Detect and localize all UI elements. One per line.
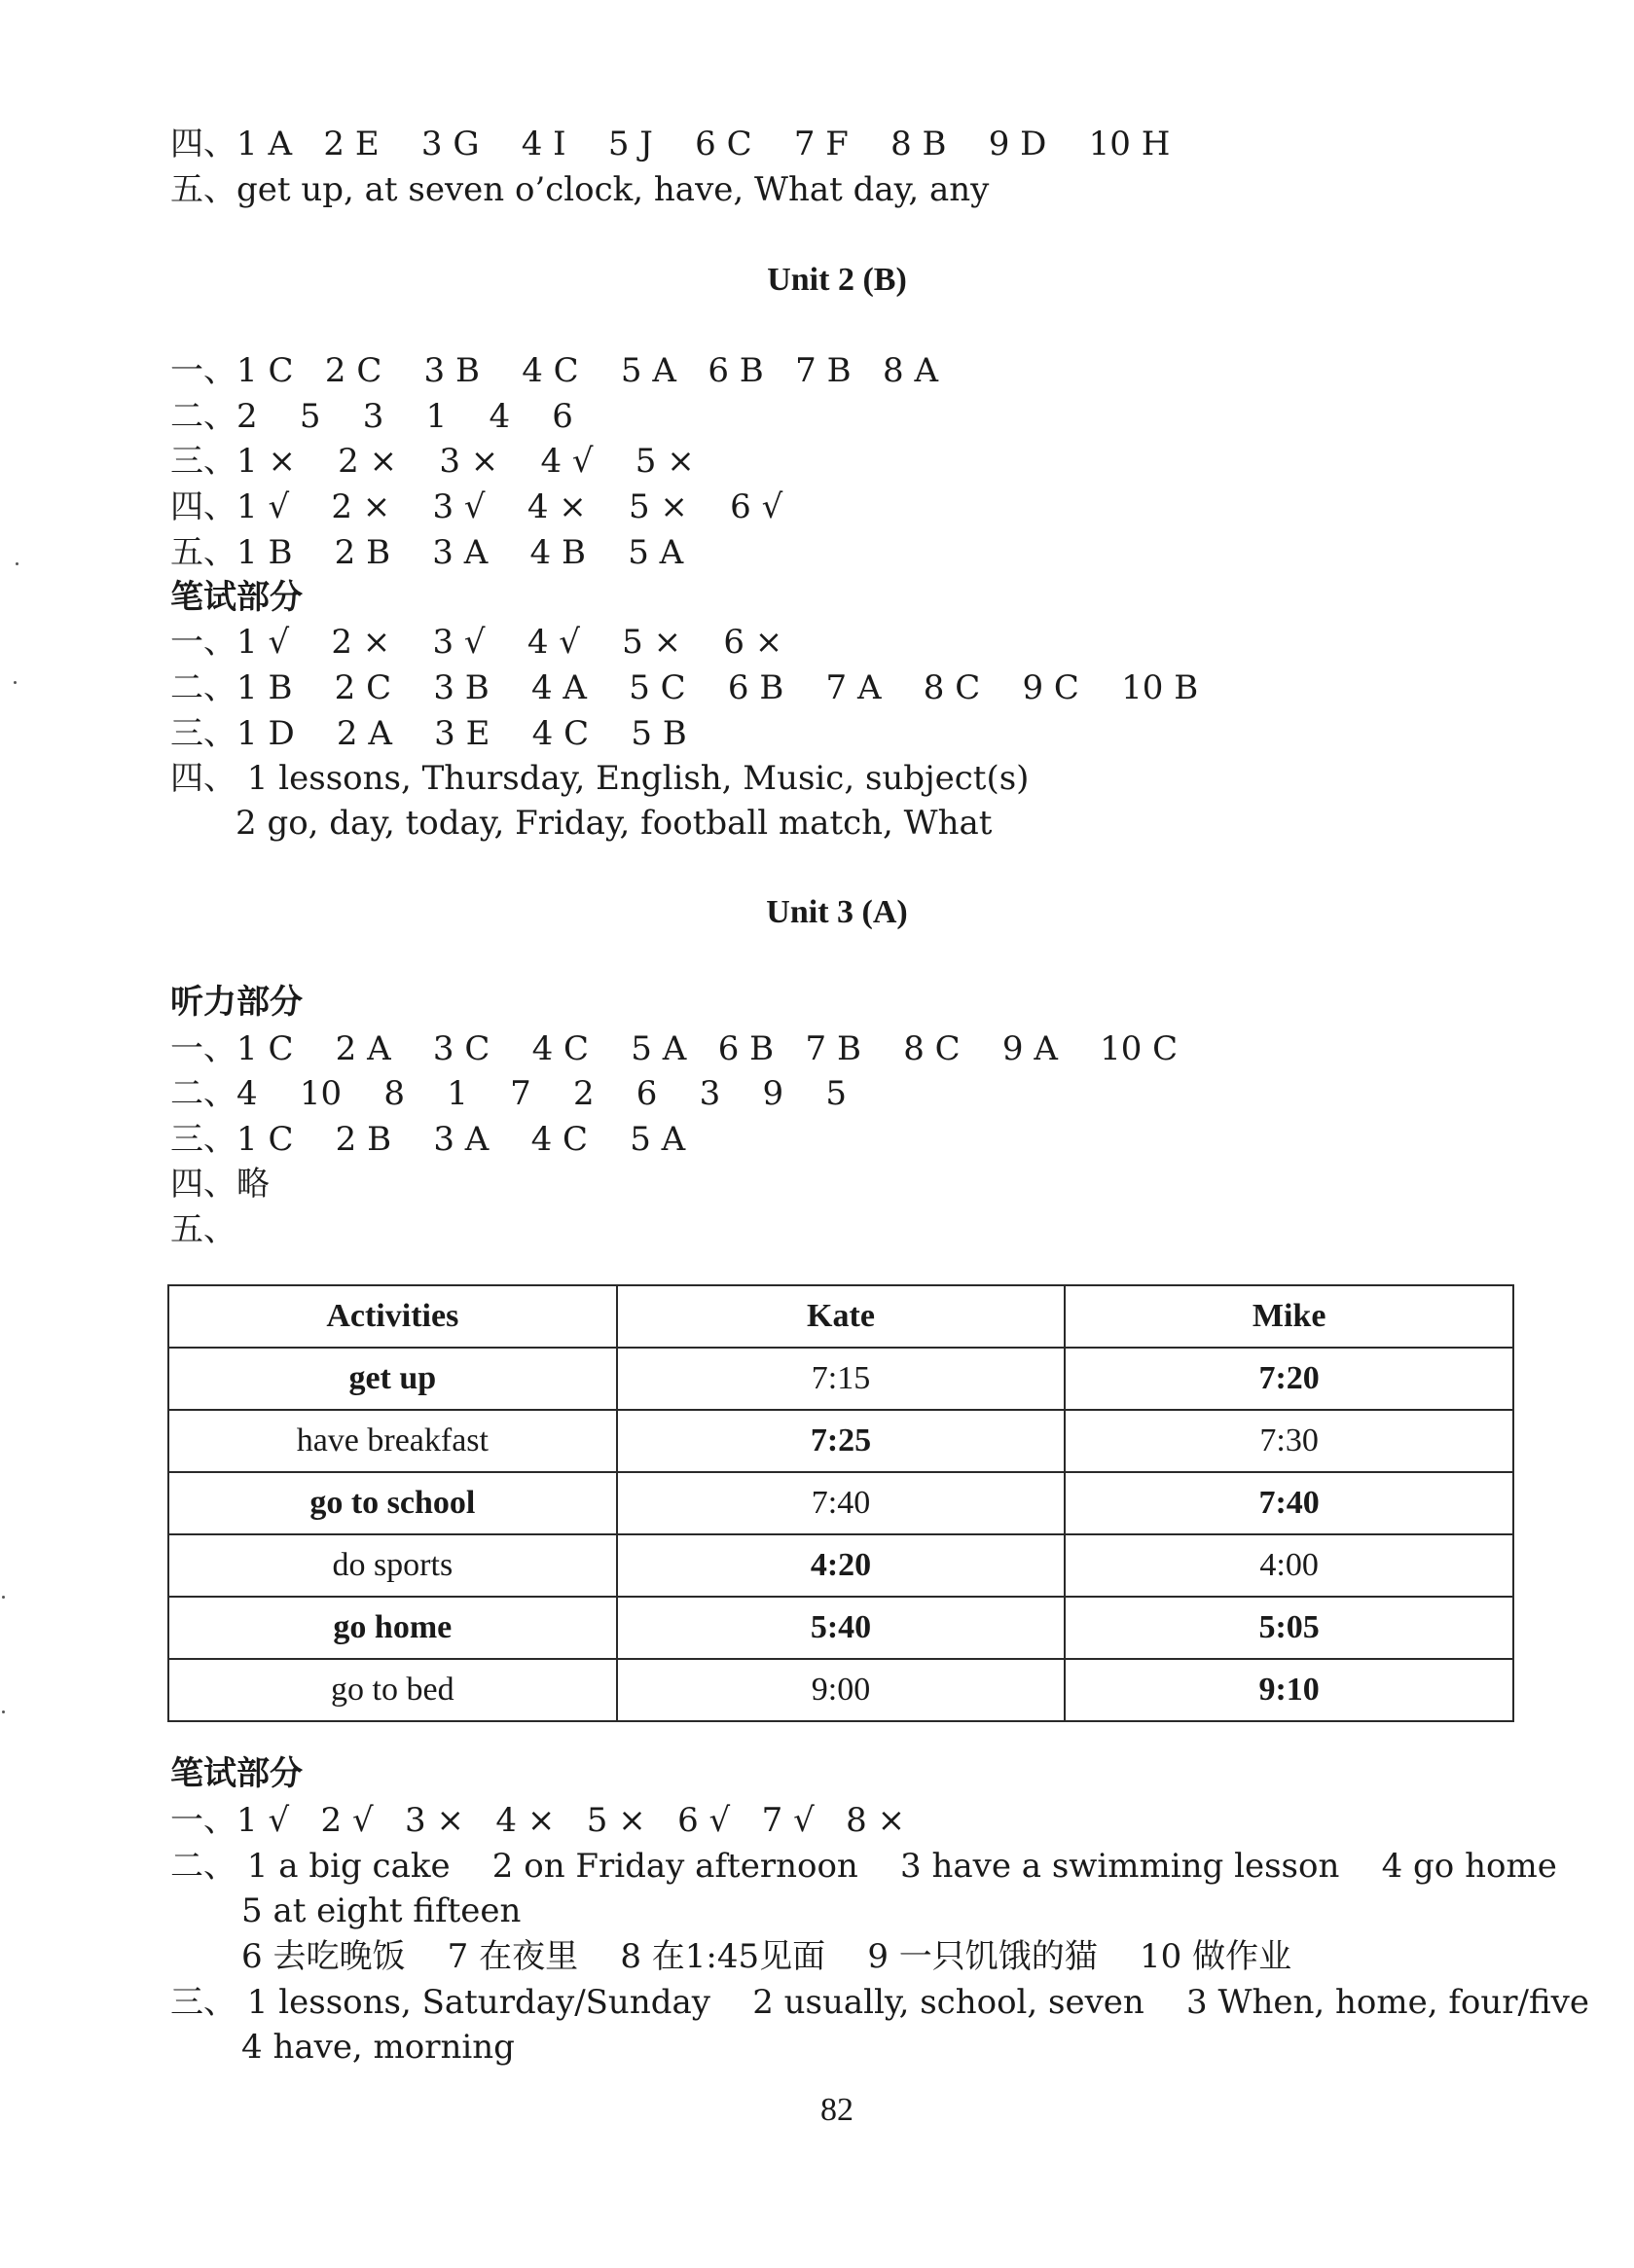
header-mike: Mike — [1065, 1285, 1513, 1348]
answer-line: 一、1 √ 2 × 3 √ 4 √ 5 × 6 × — [170, 623, 783, 662]
activity-cell: have breakfast — [168, 1410, 617, 1472]
table-row — [168, 1597, 1513, 1659]
table-header-row — [168, 1285, 1513, 1348]
section-title: 听力部分 — [170, 983, 303, 1022]
kate-cell: 7:25 — [617, 1410, 1066, 1472]
table-row — [168, 1534, 1513, 1597]
answer-line: 四、1 A 2 E 3 G 4 I 5 J 6 C 7 F 8 B 9 D 10 H — [170, 125, 1171, 163]
activity-cell: go to school — [168, 1472, 617, 1534]
answer-line: 四、略 — [170, 1165, 270, 1204]
answer-line: 5 at eight fifteen — [241, 1891, 522, 1930]
answer-line: 三、1 C 2 B 3 A 4 C 5 A — [170, 1120, 686, 1159]
answer-line: 五、1 B 2 B 3 A 4 B 5 A — [170, 533, 684, 572]
kate-cell: 5:40 — [617, 1597, 1066, 1659]
table-row — [168, 1472, 1513, 1534]
header-kate: Kate — [617, 1285, 1066, 1348]
header-activities: Activities — [168, 1285, 617, 1348]
answer-line: 4 have, morning — [241, 2028, 515, 2067]
answer-line: 二、2 5 3 1 4 6 — [170, 397, 573, 436]
table-row — [168, 1659, 1513, 1721]
answer-line: 二、4 10 8 1 7 2 6 3 9 5 — [170, 1074, 848, 1113]
answer-line: 四、 1 lessons, Thursday, English, Music, subject(s) — [170, 759, 1030, 798]
section-title: 笔试部分 — [170, 578, 303, 617]
answer-line: 二、 1 a big cake 2 on Friday afternoon 3 have a swimming lesson 4 go home — [170, 1847, 1557, 1886]
unit-heading: Unit 2 (B) — [767, 262, 907, 298]
scan-speck — [14, 681, 17, 684]
mike-cell: 7:30 — [1065, 1410, 1513, 1472]
answer-line: 五、get up, at seven o’clock, have, What day, any — [170, 170, 990, 209]
kate-cell: 9:00 — [617, 1659, 1066, 1721]
mike-cell: 5:05 — [1065, 1597, 1513, 1659]
scan-speck — [2, 1596, 5, 1599]
page-number: 82 — [820, 2092, 853, 2128]
scan-speck — [2, 1710, 5, 1713]
answer-line: 一、1 C 2 A 3 C 4 C 5 A 6 B 7 B 8 C 9 A 10 C — [170, 1029, 1179, 1068]
activity-cell: do sports — [168, 1534, 617, 1597]
answer-line: 一、1 √ 2 √ 3 × 4 × 5 × 6 √ 7 √ 8 × — [170, 1801, 906, 1840]
answer-line: 一、1 C 2 C 3 B 4 C 5 A 6 B 7 B 8 A — [170, 351, 939, 390]
kate-cell: 7:15 — [617, 1348, 1066, 1410]
answer-line: 二、1 B 2 C 3 B 4 A 5 C 6 B 7 A 8 C 9 C 10 B — [170, 668, 1199, 707]
activity-cell: get up — [168, 1348, 617, 1410]
mike-cell: 7:40 — [1065, 1472, 1513, 1534]
scan-speck — [16, 562, 18, 565]
table-row — [168, 1348, 1513, 1410]
kate-cell: 4:20 — [617, 1534, 1066, 1597]
table-row — [168, 1410, 1513, 1472]
activity-cell: go to bed — [168, 1659, 617, 1721]
answer-line: 6 去吃晚饭 7 在夜里 8 在1:45见面 9 一只饥饿的猫 10 做作业 — [241, 1937, 1292, 1976]
schedule-table — [167, 1284, 1514, 1722]
section-title: 笔试部分 — [170, 1754, 303, 1793]
answer-line: 三、1 × 2 × 3 × 4 √ 5 × — [170, 442, 695, 481]
mike-cell: 7:20 — [1065, 1348, 1513, 1410]
answer-line: 五、 — [170, 1210, 236, 1249]
answer-line: 三、 1 lessons, Saturday/Sunday 2 usually, school, seven 3 When, home, four/five — [170, 1983, 1589, 2022]
activity-cell: go home — [168, 1597, 617, 1659]
answer-line: 2 go, day, today, Friday, football match, What — [236, 804, 993, 843]
mike-cell: 4:00 — [1065, 1534, 1513, 1597]
answer-line: 四、1 √ 2 × 3 √ 4 × 5 × 6 √ — [170, 487, 783, 526]
unit-heading: Unit 3 (A) — [766, 894, 908, 930]
mike-cell: 9:10 — [1065, 1659, 1513, 1721]
kate-cell: 7:40 — [617, 1472, 1066, 1534]
answer-line: 三、1 D 2 A 3 E 4 C 5 B — [170, 714, 687, 753]
